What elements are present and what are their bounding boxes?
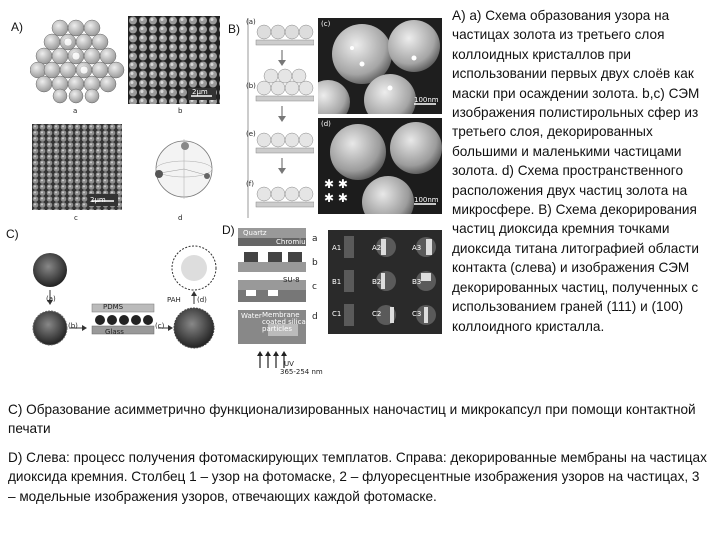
fig-b-scale-1: 100nm <box>414 96 439 104</box>
fig-d-step-c: c <box>312 282 317 292</box>
fig-a-label-b: b <box>178 107 183 115</box>
grid-label-a1: A1 <box>332 244 342 252</box>
fig-d-water: Water <box>241 312 262 320</box>
fig-c-glass: Glass <box>105 328 124 336</box>
fig-c-step-d: (d) <box>197 296 207 304</box>
fig-b-step-a: (a) <box>246 18 256 26</box>
svg-text:✱ ✱: ✱ ✱ <box>324 191 348 205</box>
fig-b-step-b: (b) <box>246 82 256 90</box>
fluorescence-grid <box>328 230 442 334</box>
fig-d-quartz: Quartz <box>243 229 267 237</box>
panel-label-c: C) <box>6 227 19 241</box>
fig-d-uv-range: 365-254 nm <box>280 368 323 376</box>
grid-label-a3: A3 <box>412 244 422 252</box>
fig-c-pdms: PDMS <box>103 303 124 311</box>
panel-label-b: B) <box>228 22 240 36</box>
sphere-schematic <box>150 137 220 203</box>
fig-c-step-b: (b) <box>68 322 78 330</box>
caption-d: D) Слева: процесс получения фотомаскирующих темплатов. Справа: декорированные мембраны на частицах диоксида кремния. Столбец 1 – узор на фотомаске, 2 – флуоресцентные изображения узоров на частицах, 3 – модельные изображения узоров, отвечающих каждой фотомаске. <box>8 450 707 504</box>
fig-a-label-a: a <box>73 107 78 115</box>
fig-b-step-e: (e) <box>246 130 256 138</box>
grid-label-a2: A2 <box>372 244 382 252</box>
fig-d-membrane: Membrane coated silica particles <box>262 311 306 333</box>
panel-label-d: D) <box>222 223 235 237</box>
panel-label-a: A) <box>11 20 23 34</box>
grid-label-c3: C3 <box>412 310 422 318</box>
fig-d-uv: UV <box>284 360 294 368</box>
svg-text:✱ ✱: ✱ ✱ <box>324 177 348 191</box>
fig-d-chromium: Chromium <box>276 238 313 246</box>
fig-b-scale-2: 100nm <box>414 196 439 204</box>
fig-d-step-b: b <box>312 258 318 268</box>
hexagonal-packing-diagram <box>30 18 126 104</box>
photomask-process-diagram <box>238 228 308 378</box>
fig-b-sem-d-label: (d) <box>321 120 331 128</box>
fig-b-sem-c-label: (c) <box>321 20 331 28</box>
grid-label-b2: B2 <box>372 278 382 286</box>
fig-a-scale-b: 2μm <box>192 88 208 96</box>
fig-c-step-a: (a) <box>46 295 56 303</box>
caption-c: С) Образование асимметрично функционализированных наночастиц и микрокапсул при помощи контактной печати <box>8 402 696 437</box>
fig-c-pah: PAH <box>167 296 181 304</box>
grid-label-c2: C2 <box>372 310 382 318</box>
fig-c-step-c: (c) <box>155 322 165 330</box>
grid-label-c1: C1 <box>332 310 342 318</box>
fig-a-label-c: c <box>74 214 78 222</box>
fig-a-scale-c: 2μm <box>90 196 106 204</box>
sem-hex-spheres-small <box>32 124 122 210</box>
fig-d-step-a: a <box>312 234 318 244</box>
grid-label-b1: B1 <box>332 278 342 286</box>
lithography-steps-diagram <box>244 18 314 218</box>
fig-d-su8: SU-8 <box>283 276 300 284</box>
grid-label-b3: B3 <box>412 278 422 286</box>
fig-b-step-f: (f) <box>246 180 254 188</box>
fig-d-step-d: d <box>312 312 318 322</box>
fig-a-label-d: d <box>178 214 183 222</box>
right-description: A) а) Схема образования узора на частицах золота из третьего слоя коллоидных кристаллов при использовании первых двух слоёв как маски при осаждении золота. b,c) СЭМ изображения полистирольных сфер из третьего слоя, декорированных большими и маленькими частицами золота. d) Схема пространственного расположения двух частиц золота на микросфере. B) Схема декорирования частиц диоксида кремния точками диоксида титана литографией области контакта (слева) и изображения СЭМ декорированных частиц, полученных с использованием граней (111) и (100) коллоидного кристалла. <box>452 8 700 334</box>
